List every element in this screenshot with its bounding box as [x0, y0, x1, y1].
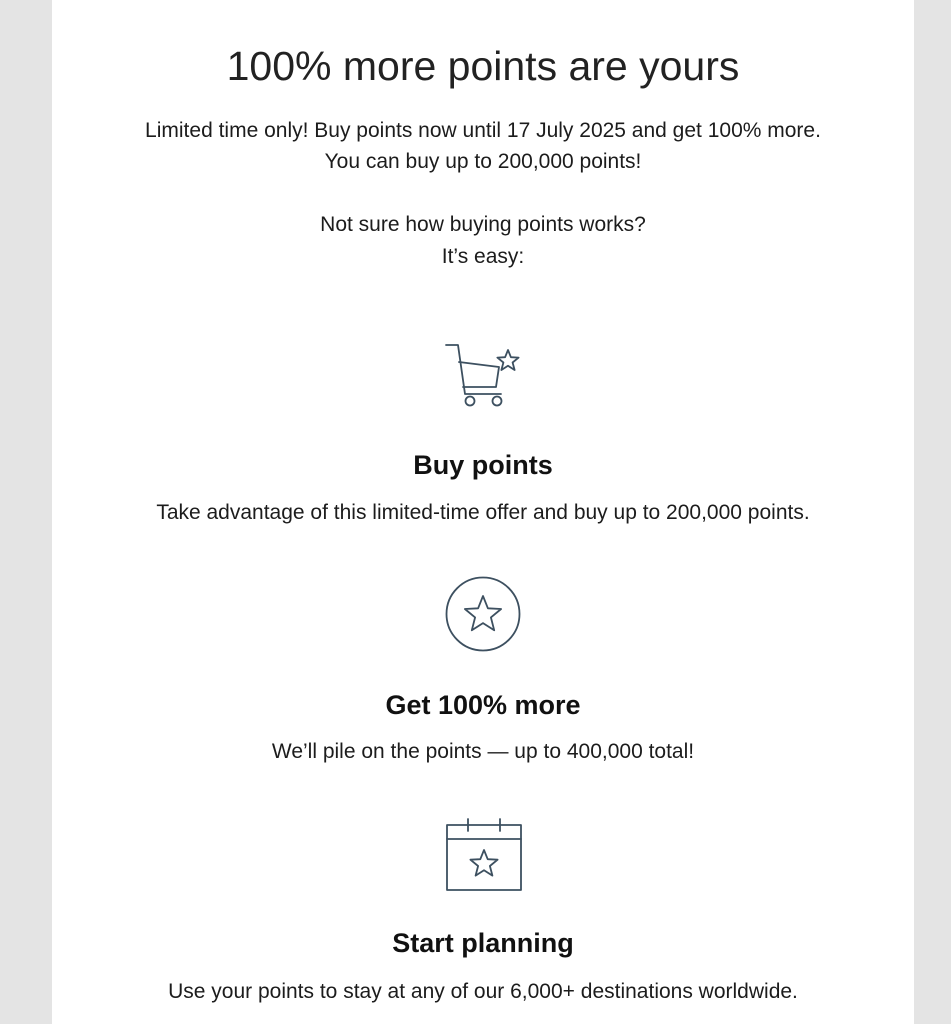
cart-star-icon	[445, 340, 525, 410]
calendar-star-icon	[445, 817, 523, 893]
circle-star-icon	[444, 575, 522, 653]
email-content	[52, 0, 914, 1024]
step-title-buy-points: Buy points	[413, 450, 553, 480]
intro-question-text: Not sure how buying points works?	[320, 213, 646, 236]
step-description-get-more: We’ll pile on the points — up to 400,000 total!	[271, 740, 695, 763]
step-description-buy-points: Take advantage of this limited-time offer and buy up to 200,000 points.	[156, 501, 810, 524]
step-title-get-more: Get 100% more	[385, 690, 581, 720]
intro-limit-text: You can buy up to 200,000 points!	[324, 150, 642, 173]
page-title: 100% more points are yours	[226, 43, 740, 89]
step-title-start-planning: Start planning	[392, 928, 574, 958]
step-description-start-planning: Use your points to stay at any of our 6,000+ destinations worldwide.	[168, 980, 798, 1003]
intro-easy-text: It’s easy:	[441, 245, 525, 268]
intro-offer-text: Limited time only! Buy points now until 17 July 2025 and get 100% more.	[145, 119, 821, 142]
